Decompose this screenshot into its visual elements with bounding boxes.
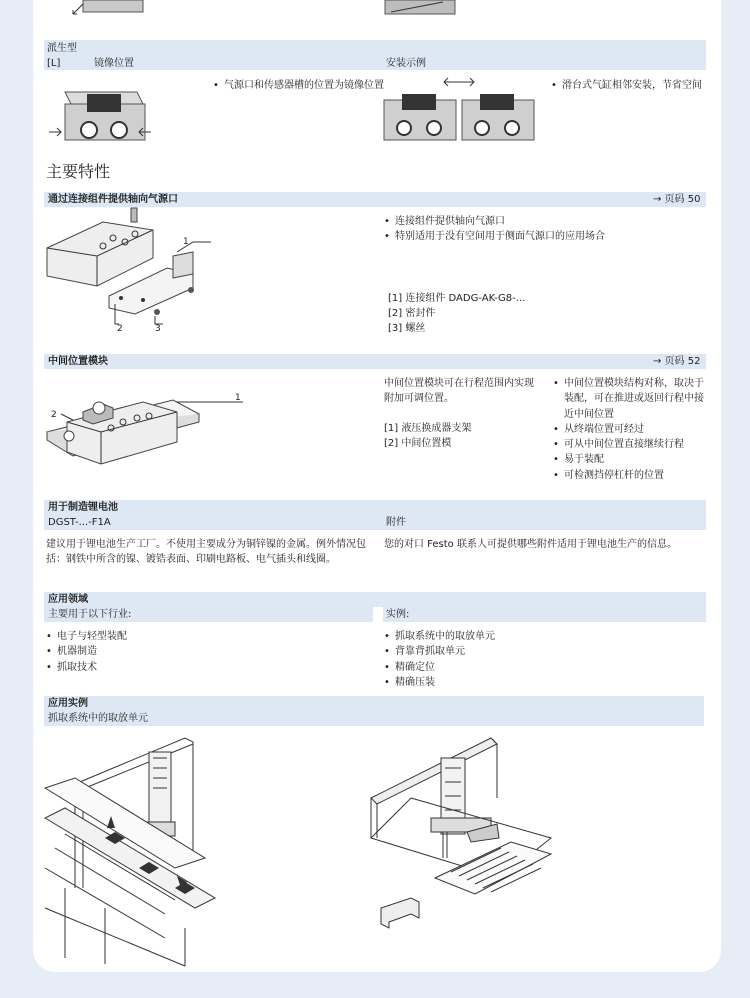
axial-callout-2: 2 xyxy=(117,324,123,334)
derived-bullet: • 气源口和传感器槽的位置为镜像位置 xyxy=(213,78,398,93)
intermediate-part-1: [1] 液压换成器支架 xyxy=(384,423,472,434)
mounting-bullets xyxy=(551,78,711,93)
application-right-bar xyxy=(383,607,706,622)
top-right-figure-fragment xyxy=(383,0,463,16)
mounting-header-bar xyxy=(383,40,706,70)
intermediate-callout-1: 1 xyxy=(235,393,241,403)
main-features-title: 主要特性 xyxy=(46,162,111,181)
axial-bullet: • 连接组件提供轴向气源口 xyxy=(384,214,704,229)
intermediate-bullets xyxy=(553,376,708,483)
intermediate-bullet: • 中间位置模块结构对称，取决于装配，可在推进或返回行程中接近中间位置 xyxy=(553,376,708,422)
accessory-header-bar xyxy=(383,515,706,530)
pick-place-figure-left xyxy=(45,738,215,968)
mounting-header: 安装示例 xyxy=(386,58,426,69)
application-right-item: • 抓取系统中的取放单元 xyxy=(384,629,704,644)
mirror-position-figure xyxy=(47,84,157,146)
battery-header-bar xyxy=(44,500,706,515)
intermediate-part-2: [2] 中间位置模 xyxy=(384,438,452,449)
axial-page-ref[interactable]: → 页码 50 xyxy=(653,194,701,205)
application-right-item: • 背靠背抓取单元 xyxy=(384,644,704,659)
application-left-header: 主要用于以下行业: xyxy=(48,609,132,620)
intermediate-bullet: • 从终端位置可经过 xyxy=(553,422,708,437)
derived-name: 镜像位置 xyxy=(94,58,134,69)
application-left-item: • 抓取技术 xyxy=(46,660,366,675)
axial-bullets xyxy=(384,214,704,245)
intermediate-description: 中间位置模块可在行程范围内实现附加可调位置。 xyxy=(384,378,534,405)
intermediate-title: 中间位置模块 xyxy=(48,356,108,367)
axial-part-1: [1] 连接组件 DADG-AK-G8-... xyxy=(388,293,526,304)
accessory-text: 您的对口 Festo 联系人可提供哪些附件适用于锂电池生产的信息。 xyxy=(384,539,677,550)
application-left-list xyxy=(46,629,366,675)
axial-part-3: [3] 螺丝 xyxy=(388,323,426,334)
example-title: 应用实例 xyxy=(48,698,88,709)
axial-title: 通过连接组件提供轴向气源口 xyxy=(48,194,178,205)
intermediate-bullet: • 易于装配 xyxy=(553,452,708,467)
accessory-header: 附件 xyxy=(386,517,406,528)
application-right-item: • 精确压装 xyxy=(384,675,704,690)
intermediate-bullet: • 可检测挡停杠杆的位置 xyxy=(553,468,708,483)
application-right-list xyxy=(384,629,704,690)
application-header-bar xyxy=(44,592,706,607)
mounting-bullet: • 滑台式气缸相邻安装，节省空间 xyxy=(551,78,711,93)
intermediate-bullet: • 可从中间位置直接继续行程 xyxy=(553,437,708,452)
application-right-item: • 精确定位 xyxy=(384,660,704,675)
application-left-item: • 电子与轻型装配 xyxy=(46,629,366,644)
mounting-example-figure xyxy=(382,76,542,146)
example-subtitle: 抓取系统中的取放单元 xyxy=(48,713,148,724)
battery-subtitle: DGST-...-F1A xyxy=(48,517,111,528)
page xyxy=(33,0,721,972)
pick-place-figure-right xyxy=(371,738,551,928)
axial-supply-figure xyxy=(43,208,223,338)
intermediate-header-bar xyxy=(44,354,706,369)
application-left-item: • 机器制造 xyxy=(46,644,366,659)
battery-text: 建议用于锂电池生产工厂。不使用主要成分为铜锌镍的金属。例外情况包括：钢铁中所含的镍、镀锆表面、印刷电路板、电气插头和线圈。 xyxy=(46,539,366,566)
intermediate-page-ref[interactable]: → 页码 52 xyxy=(653,356,701,367)
application-title: 应用领域 xyxy=(48,594,88,605)
intermediate-callout-2: 2 xyxy=(51,410,57,420)
top-left-figure-fragment xyxy=(63,0,153,16)
axial-callout-1: 1 xyxy=(183,237,189,247)
derived-bullets xyxy=(213,78,398,93)
battery-title: 用于制造锂电池 xyxy=(48,502,118,513)
axial-callout-3: 3 xyxy=(155,324,161,334)
intermediate-module-figure xyxy=(43,372,243,482)
application-right-header: 实例: xyxy=(386,609,410,620)
axial-part-2: [2] 密封件 xyxy=(388,308,436,319)
derived-header: 派生型 xyxy=(47,43,77,54)
derived-code: [L] xyxy=(47,58,61,69)
axial-bullet: • 特别适用于没有空间用于侧面气源口的应用场合 xyxy=(384,229,704,244)
